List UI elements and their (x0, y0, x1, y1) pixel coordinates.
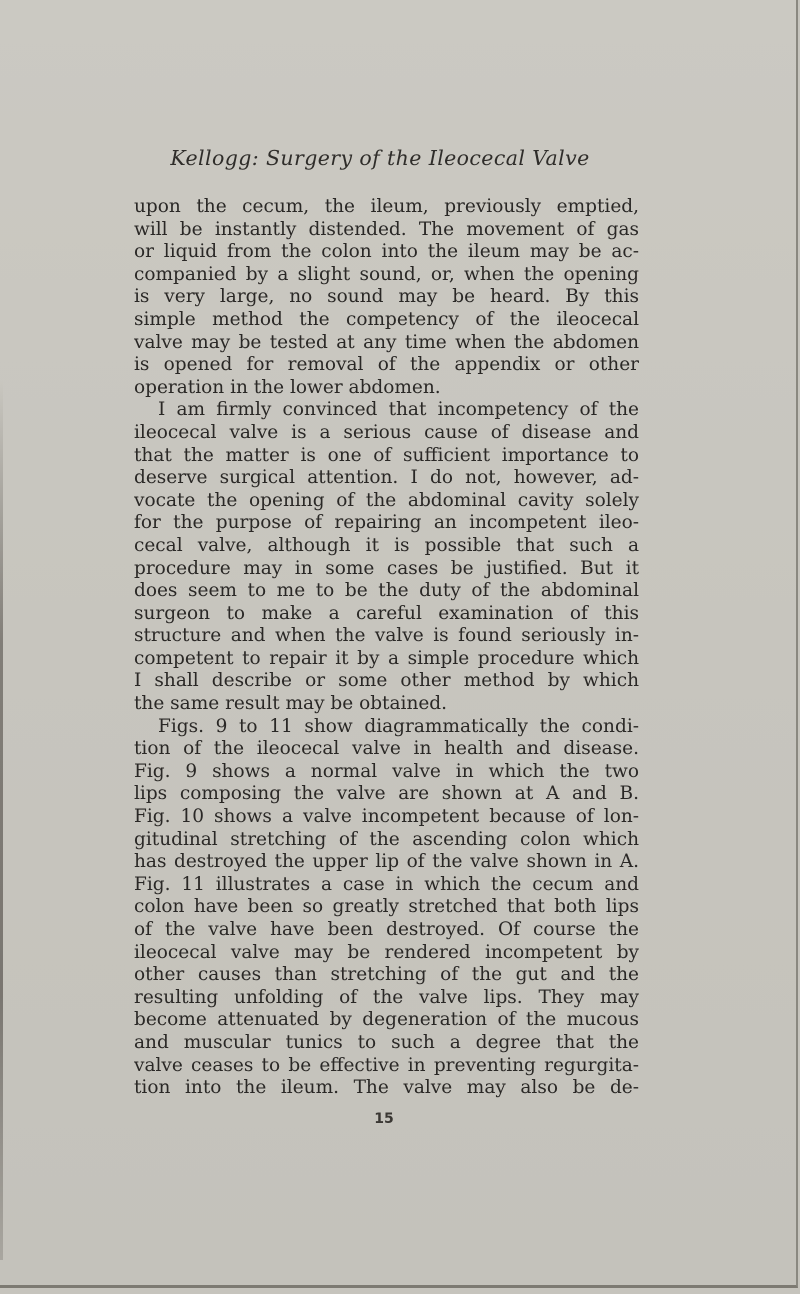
text-line: I shall describe or some other method by which (134, 670, 639, 692)
text-line: that the matter is one of sufficient importance to (134, 444, 639, 466)
text-line: upon the cecum, the ileum, previously emptied, (134, 196, 639, 217)
body-text (134, 196, 639, 1100)
text-line: valve ceases to be effective in preventing regurgita- (134, 1054, 639, 1076)
text-line: tion of the ileocecal valve in health and disease. (134, 738, 639, 760)
text-line: Fig. 11 illustrates a case in which the cecum and (134, 873, 639, 895)
text-line: procedure may in some cases be justified. But it (134, 557, 639, 579)
text-line: colon have been so greatly stretched that both lips (134, 896, 639, 918)
binding-shadow (0, 380, 3, 1260)
text-line: Figs. 9 to 11 show diagrammatically the condi- (158, 715, 639, 737)
text-line: the same result may be obtained. (134, 693, 448, 715)
text-line: and muscular tunics to such a degree that the (134, 1031, 639, 1053)
text-line: ileocecal valve is a serious cause of disease and (134, 421, 639, 443)
running-head: Kellogg: Surgery of the Ileocecal Valve (170, 146, 590, 170)
text-line: become attenuated by degeneration of the mucous (134, 1009, 639, 1031)
text-line: valve may be tested at any time when the abdomen (134, 331, 639, 353)
text-line: vocate the opening of the abdominal cavity solely (134, 489, 639, 511)
text-line: simple method the competency of the ileocecal (134, 308, 639, 330)
text-line: operation in the lower abdomen. (134, 376, 441, 398)
page-number: 15 (374, 1111, 394, 1127)
text-line: Fig. 9 shows a normal valve in which the two (134, 760, 639, 782)
text-line: cecal valve, although it is possible that such a (134, 534, 639, 556)
text-line: competent to repair it by a simple procedure which (134, 647, 639, 669)
text-line: structure and when the valve is found seriously in- (134, 625, 639, 647)
text-line: of the valve have been destroyed. Of course the (134, 919, 639, 940)
text-line: I am firmly convinced that incompetency of the (158, 399, 639, 421)
text-line: or liquid from the colon into the ileum may be ac- (134, 241, 639, 263)
text-line: is very large, no sound may be heard. By this (134, 286, 639, 308)
text-line: will be instantly distended. The movement of gas (134, 218, 639, 240)
text-line: resulting unfolding of the valve lips. They may (134, 986, 639, 1008)
text-line: ileocecal valve may be rendered incompetent by (134, 941, 639, 963)
text-line: does seem to me to be the duty of the abdominal (134, 580, 639, 602)
text-line: other causes than stretching of the gut and the (134, 964, 639, 986)
text-line: has destroyed the upper lip of the valve shown in A. (134, 851, 639, 873)
text-line: for the purpose of repairing an incompetent ileo- (134, 512, 639, 534)
text-line: surgeon to make a careful examination of this (134, 602, 639, 624)
text-line: gitudinal stretching of the ascending colon which (134, 828, 639, 850)
text-line: is opened for removal of the appendix or other (134, 354, 639, 376)
text-line: Fig. 10 shows a valve incompetent because of lon- (134, 806, 639, 828)
text-line: lips composing the valve are shown at A and B. (134, 783, 639, 805)
text-line: companied by a slight sound, or, when the opening (134, 263, 639, 285)
text-line: tion into the ileum. The valve may also be de- (134, 1077, 639, 1099)
text-line: deserve surgical attention. I do not, however, ad- (134, 467, 639, 489)
